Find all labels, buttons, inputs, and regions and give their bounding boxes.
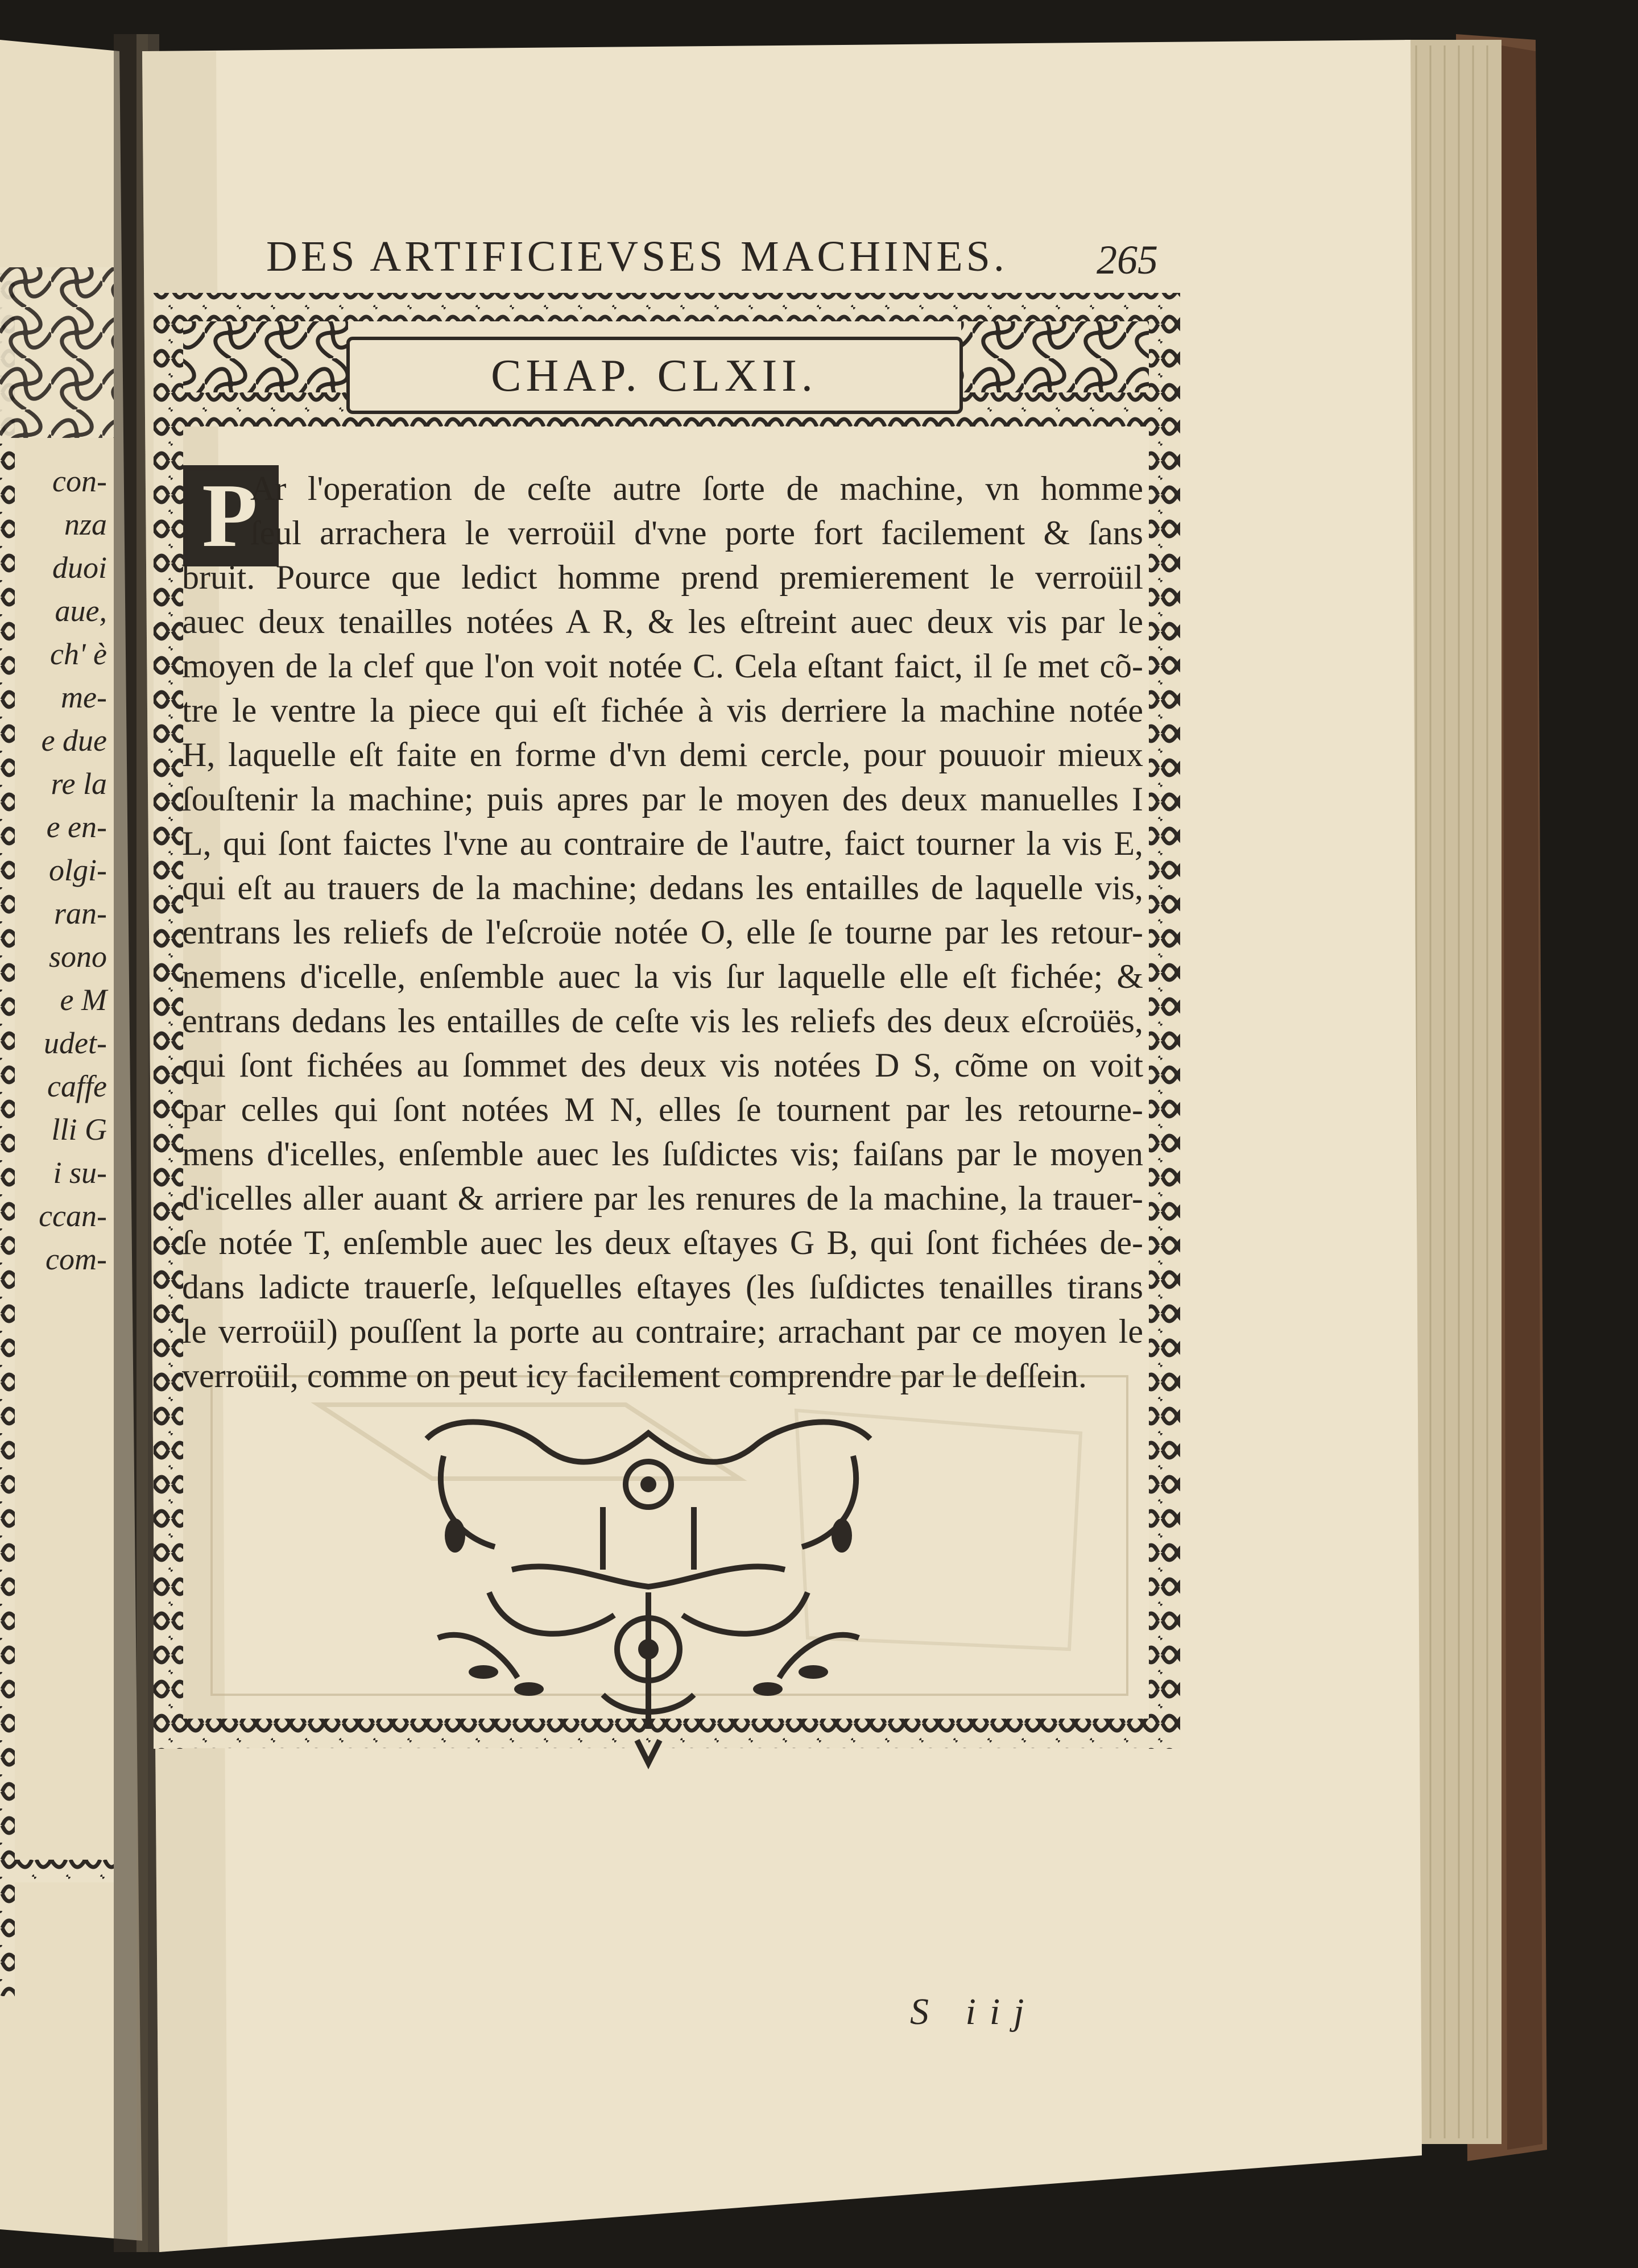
left-fragment: aue,	[55, 594, 107, 628]
left-fragment: con-	[52, 464, 107, 498]
left-fragment: olgi-	[49, 853, 107, 887]
left-fragment: ran-	[54, 896, 107, 930]
text-line: dans ladicte trauerſe, leſquelles eſtayes (les ſuſdictes tenailles tirans	[182, 1268, 1143, 1306]
left-fragment: sono	[48, 940, 107, 974]
text-line: Ar l'operation de ceſte autre ſorte de machine, vn homme	[250, 470, 1143, 507]
running-title: DES ARTIFICIEVSES MACHINES.	[266, 233, 1008, 280]
text-line: ſeul arrachera le verroüil d'vne porte fort facilement & ſans	[250, 514, 1143, 552]
left-fragment: ccan-	[39, 1199, 107, 1233]
text-line: moyen de la clef que l'on voit notée C. Cela eſtant faict, il ſe met cõ-	[182, 647, 1143, 685]
left-fragment: udet-	[44, 1026, 107, 1060]
left-fragment: me-	[61, 680, 107, 714]
left-fragment: ch' è	[50, 637, 107, 671]
left-fragment: e due	[41, 723, 107, 758]
left-fragment: re la	[51, 767, 107, 801]
text-line: nemens d'icelle, enſemble auec la vis ſur laquelle elle eſt fichée; &	[182, 958, 1143, 995]
text-line: qui eſt au trauers de la machine; dedans les entailles de laquelle vis,	[182, 869, 1143, 907]
text-line: L, qui ſont faictes l'vne au contraire de l'autre, faict tourner la vis E,	[182, 825, 1143, 862]
left-fragment: com-	[46, 1242, 107, 1276]
signature-mark: S iij	[910, 1991, 1038, 2033]
left-fragment: duoi	[52, 551, 107, 585]
left-fragment: lli G	[51, 1112, 107, 1147]
text-line: verroüil, comme on peut icy facilement comprendre par le deſſein.	[182, 1357, 1087, 1394]
text-line: auec deux tenailles notées A R, & les eſtreint auec deux vis par le	[182, 603, 1143, 640]
left-fragment: caffe	[47, 1069, 107, 1103]
left-fragment: e M	[60, 983, 107, 1017]
left-page-margin-text	[5, 460, 107, 1281]
text-line: qui ſont fichées au ſommet des deux vis notées D S, cõme on voit	[182, 1046, 1143, 1084]
text-line: H, laquelle eſt faite en forme d'vn demi cercle, pour pouuoir mieux	[182, 736, 1143, 773]
left-fragment: nza	[64, 507, 107, 541]
text-line: entrans les reliefs de l'eſcroüe notée O, elle ſe tourne par les retour-	[182, 913, 1143, 951]
text-line: ſe notée T, enſemble auec les deux eſtayes G B, qui ſont fichées de-	[182, 1224, 1143, 1261]
left-fragment: i su-	[53, 1156, 107, 1190]
text-line: le verroüil) pouſſent la porte au contraire; arrachant par ce moyen le	[182, 1313, 1143, 1350]
left-fragment: e en-	[46, 810, 107, 844]
text-line: par celles qui ſont notées M N, elles ſe tournent par les retourne-	[182, 1091, 1143, 1128]
text-line: tre le ventre la piece qui eſt fichée à vis derriere la machine notée	[182, 692, 1143, 729]
page-number: 265	[1097, 237, 1158, 283]
text-line: bruit. Pource que ledict homme prend premierement le verroüil	[182, 558, 1143, 596]
text-line: d'icelles aller auant & arriere par les renures de la machine, la trauer-	[182, 1179, 1143, 1217]
drop-cap: P	[188, 471, 272, 560]
text-line: mens d'icelles, enſemble auec les ſuſdictes vis; faiſans par le moyen	[182, 1135, 1143, 1173]
text-line: ſouſtenir la machine; puis apres par le moyen des deux manuelles I	[182, 780, 1143, 818]
chapter-title: CHAP. CLXII.	[491, 351, 817, 401]
text-line: entrans dedans les entailles de ceſte vis les reliefs des deux eſcroüës,	[182, 1002, 1143, 1040]
body-paragraph	[182, 466, 1143, 1398]
